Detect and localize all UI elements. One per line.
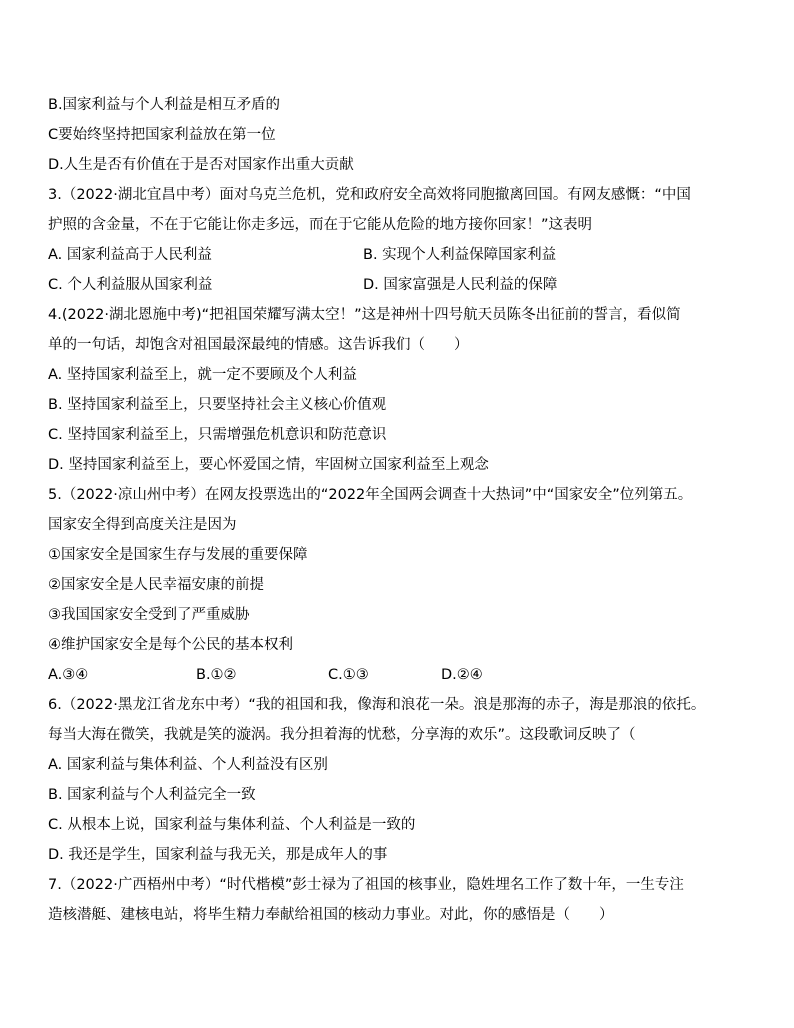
q5-item-3: ③我国国家安全受到了严重威胁 bbox=[48, 607, 250, 623]
q5-options-row bbox=[48, 660, 758, 690]
q4-option-c: C. 坚持国家利益至上，只需增强危机意识和防范意识 bbox=[48, 427, 387, 443]
q5-option-c: C.①③ bbox=[328, 667, 369, 683]
q5-option-d: D.②④ bbox=[441, 667, 483, 683]
q5-item-2: ②国家安全是人民幸福安康的前提 bbox=[48, 577, 264, 593]
q7-stem-line-2: 造核潜艇、建核电站，将毕生精力奉献给祖国的核动力事业。对此，你的感悟是（ ） bbox=[48, 907, 614, 923]
q4-stem-line-2: 单的一句话，却饱含对祖国最深最纯的情感。这告诉我们（ ） bbox=[48, 337, 469, 353]
q6-stem-line-2: 每当大海在微笑，我就是笑的漩涡。我分担着海的忧愁，分享海的欢乐”。这段歌词反映了（ bbox=[48, 727, 636, 743]
q3-options-row-1 bbox=[48, 240, 758, 270]
q3-options-row-2 bbox=[48, 270, 758, 300]
q4-option-b: B. 坚持国家利益至上，只要坚持社会主义核心价值观 bbox=[48, 397, 387, 413]
q6-option-c: C. 从根本上说，国家利益与集体利益、个人利益是一致的 bbox=[48, 817, 416, 833]
q5-stem-line-2: 国家安全得到高度关注是因为 bbox=[48, 517, 237, 533]
q2-option-d: D.人生是否有价值在于是否对国家作出重大贡献 bbox=[48, 157, 354, 173]
q6-stem-line-1: 6.（2022·黑龙江省龙东中考）“我的祖国和我，像海和浪花一朵。浪是那海的赤子，海是那浪的依托。 bbox=[48, 697, 706, 713]
q4-stem-line-1: 4.(2022·湖北恩施中考)“把祖国荣耀写满太空！”这是神州十四号航天员陈冬出征前的誓言，看似简 bbox=[48, 307, 681, 323]
q6-option-a: A. 国家利益与集体利益、个人利益没有区别 bbox=[48, 757, 328, 773]
q3-option-c: C. 个人利益服从国家利益 bbox=[48, 277, 213, 293]
q5-option-b: B.①② bbox=[196, 667, 237, 683]
q5-option-a: A.③④ bbox=[48, 667, 89, 683]
q6-option-b: B. 国家利益与个人利益完全一致 bbox=[48, 787, 256, 803]
q5-item-1: ①国家安全是国家生存与发展的重要保障 bbox=[48, 547, 308, 563]
q3-option-d: D. 国家富强是人民利益的保障 bbox=[363, 277, 558, 293]
q5-item-4: ④维护国家安全是每个公民的基本权利 bbox=[48, 637, 293, 653]
q5-stem-line-1: 5.（2022·凉山州中考）在网友投票选出的“2022年全国两会调查十大热词”中“国家安全”位列第五。 bbox=[48, 487, 693, 503]
question-content bbox=[48, 90, 758, 930]
q6-option-d: D. 我还是学生，国家利益与我无关，那是成年人的事 bbox=[48, 847, 388, 863]
q3-stem-line-1: 3.（2022·湖北宜昌中考）面对乌克兰危机，党和政府安全高效将同胞撤离回国。有网友感慨：“中国 bbox=[48, 187, 691, 203]
q2-option-b: B.国家利益与个人利益是相互矛盾的 bbox=[48, 97, 281, 113]
q3-option-a: A. 国家利益高于人民利益 bbox=[48, 247, 212, 263]
q3-stem-line-2: 护照的含金量，不在于它能让你走多远，而在于它能从危险的地方接你回家！”这表明 bbox=[48, 217, 593, 233]
q2-option-c: C要始终坚持把国家利益放在第一位 bbox=[48, 127, 276, 143]
q7-stem-line-1: 7.（2022·广西梧州中考）“时代楷模”彭士禄为了祖国的核事业，隐姓埋名工作了数十年，一生专注 bbox=[48, 877, 684, 893]
q4-option-a: A. 坚持国家利益至上，就一定不要顾及个人利益 bbox=[48, 367, 357, 383]
q3-option-b: B. 实现个人利益保障国家利益 bbox=[363, 247, 557, 263]
q4-option-d: D. 坚持国家利益至上，要心怀爱国之情，牢固树立国家利益至上观念 bbox=[48, 457, 489, 473]
